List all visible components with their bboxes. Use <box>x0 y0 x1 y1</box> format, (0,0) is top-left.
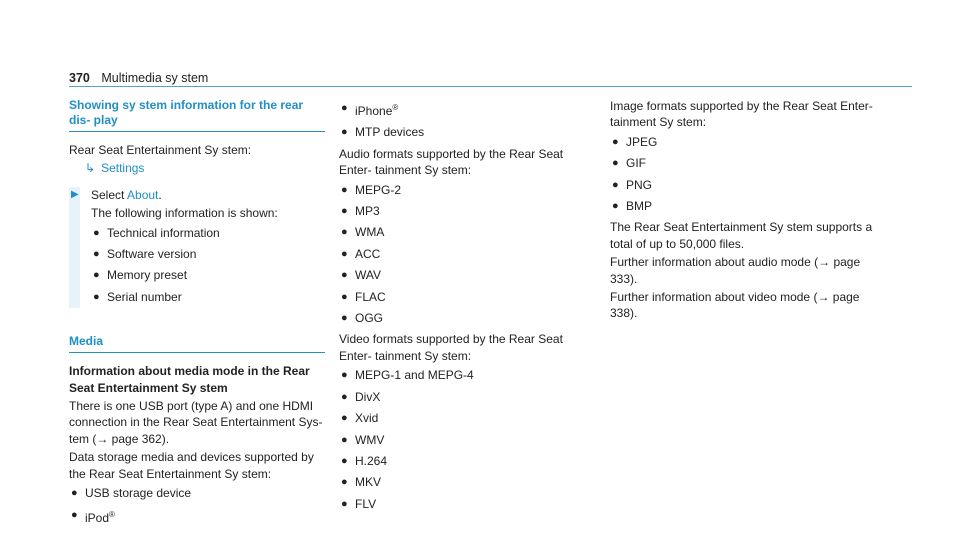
info-list <box>91 225 278 306</box>
list-item-text: PNG <box>626 177 653 192</box>
registered-mark: ® <box>392 103 399 112</box>
list-item-text: Software version <box>107 247 197 262</box>
header-divider <box>69 86 912 87</box>
bullet-icon: ● <box>71 487 78 500</box>
list-item-text: WMA <box>355 225 385 240</box>
bullet-icon: ● <box>612 178 619 191</box>
audio-mode-reference: Further information about audio mode (→ page 333). <box>610 255 861 286</box>
list-item <box>339 100 595 119</box>
bullet-icon: ● <box>341 247 348 260</box>
bullet-icon: ● <box>341 412 348 425</box>
bullet-icon: ● <box>341 226 348 239</box>
list-item <box>91 225 278 241</box>
bullet-icon: ● <box>612 135 619 148</box>
list-item-text: MEPG-1 and MEPG-4 <box>355 368 474 383</box>
bullet-icon: ● <box>93 248 100 261</box>
list-item <box>339 496 595 512</box>
list-item <box>339 310 595 326</box>
list-item <box>339 410 595 426</box>
bullet-icon: ● <box>341 205 348 218</box>
bullet-icon: ● <box>93 269 100 282</box>
bullet-icon: ● <box>612 200 619 213</box>
support-note: The Rear Seat Entertainment Sy stem supports a total of up to 50,000 files. <box>610 220 873 251</box>
list-item <box>339 474 595 490</box>
list-item <box>610 134 880 150</box>
registered-mark: ® <box>109 509 115 519</box>
bullet-icon: ● <box>341 269 348 282</box>
bullet-icon: ● <box>341 433 348 446</box>
list-item-text: MEPG-2 <box>355 182 402 197</box>
list-item-text: DivX <box>355 389 381 404</box>
bullet-icon: ● <box>71 508 78 521</box>
list-item <box>339 246 595 262</box>
list-item-text: BMP <box>626 199 653 214</box>
bullet-icon: ● <box>341 497 348 510</box>
usb-hdmi-text: There is one USB port (type A) and one HDMI connection in the Rear Seat Entertainment Sys‐ tem (→ page 362). <box>69 399 323 446</box>
bullet-icon: ● <box>341 102 348 114</box>
list-item-text: GIF <box>626 156 646 171</box>
list-item <box>610 198 880 214</box>
list-item <box>339 367 595 383</box>
bullet-icon: ● <box>612 157 619 170</box>
list-item-text: iPhone <box>355 104 393 118</box>
list-item <box>339 453 595 469</box>
about-link[interactable]: About <box>127 187 159 202</box>
list-item-text: MTP devices <box>355 125 425 140</box>
section-title-system-info: Showing sy stem information for the rear dis‐ play <box>69 98 304 127</box>
bullet-icon: ● <box>341 476 348 489</box>
bullet-icon: ● <box>341 390 348 403</box>
list-item-text: FLAC <box>355 289 386 304</box>
list-item <box>69 485 325 501</box>
list-item <box>91 289 278 305</box>
list-item-text: Serial number <box>107 289 182 304</box>
list-item <box>339 203 595 219</box>
list-item <box>610 177 880 193</box>
bullet-icon: ● <box>93 226 100 239</box>
bullet-icon: ● <box>341 312 348 325</box>
column-3 <box>610 98 880 324</box>
section-title-media: Media <box>69 334 104 349</box>
page-number: 370 <box>69 71 90 85</box>
list-item-text: ACC <box>355 246 381 261</box>
step-info: The following information is shown: <box>91 206 278 221</box>
list-item <box>91 246 278 262</box>
list-item <box>69 507 325 526</box>
image-format-list <box>610 134 880 215</box>
section-divider <box>69 131 325 132</box>
list-item <box>339 182 595 198</box>
video-formats-intro: Video formats supported by the Rear Seat Enter‐ tainment Sy stem: <box>339 332 563 363</box>
step-select-prefix: Select <box>91 187 128 202</box>
bullet-icon: ● <box>93 290 100 303</box>
bullet-icon: ● <box>341 369 348 382</box>
list-item-text: Technical information <box>107 225 220 240</box>
list-item-text: WAV <box>355 268 381 283</box>
audio-formats-intro: Audio formats supported by the Rear Seat Enter‐ tainment Sy stem: <box>339 146 564 178</box>
list-item-text: MKV <box>355 475 382 490</box>
step-select-suffix: . <box>158 187 162 202</box>
list-item-text: Memory preset <box>107 268 188 283</box>
section-divider <box>69 352 325 353</box>
device-list <box>339 100 595 141</box>
list-item-text: Xvid <box>355 411 379 426</box>
page-header <box>69 71 208 85</box>
list-item <box>339 124 595 140</box>
column-1 <box>69 98 325 531</box>
bullet-icon: ● <box>341 183 348 196</box>
list-item <box>339 224 595 240</box>
list-item-text: USB storage device <box>85 486 192 501</box>
instruction-step <box>69 187 325 308</box>
list-item <box>339 289 595 305</box>
bullet-icon: ● <box>341 454 348 467</box>
video-mode-reference: Further information about video mode (→ page 338). <box>610 290 860 321</box>
list-item <box>339 432 595 448</box>
supported-media-intro: Data storage media and devices supported by the Rear Seat Entertainment Sy stem: <box>69 450 314 481</box>
step-select <box>91 187 278 203</box>
list-item <box>339 389 595 405</box>
column-2 <box>339 98 595 517</box>
intro-text: Rear Seat Entertainment Sy stem: <box>69 143 252 157</box>
image-formats-intro: Image formats supported by the Rear Seat Enter‐ tainment Sy stem: <box>610 99 873 130</box>
triangle-right-icon: ▶ <box>71 188 79 200</box>
list-item-text: MP3 <box>355 204 380 219</box>
sub-heading: Information about media mode in the Rear Seat Entertainment Sy stem <box>69 364 310 395</box>
list-item-text: FLV <box>355 496 377 511</box>
list-item <box>610 155 880 171</box>
arrow-down-right-icon: ↳ <box>85 161 96 176</box>
list-item-text: H.264 <box>355 453 388 468</box>
step-body <box>87 187 278 308</box>
settings-link[interactable]: Settings <box>101 161 145 176</box>
page-header-title: Multimedia sy stem <box>101 71 209 85</box>
list-item <box>339 267 595 283</box>
list-item-text: OGG <box>355 311 384 326</box>
list-item-text: iPod <box>85 510 110 525</box>
video-format-list <box>339 367 595 512</box>
list-item-text: WMV <box>355 432 385 447</box>
menu-path <box>69 160 325 176</box>
bullet-icon: ● <box>341 126 348 139</box>
list-item <box>91 267 278 283</box>
list-item-text: JPEG <box>626 134 658 149</box>
audio-format-list <box>339 182 595 327</box>
bullet-icon: ● <box>341 290 348 303</box>
media-list <box>69 485 325 526</box>
